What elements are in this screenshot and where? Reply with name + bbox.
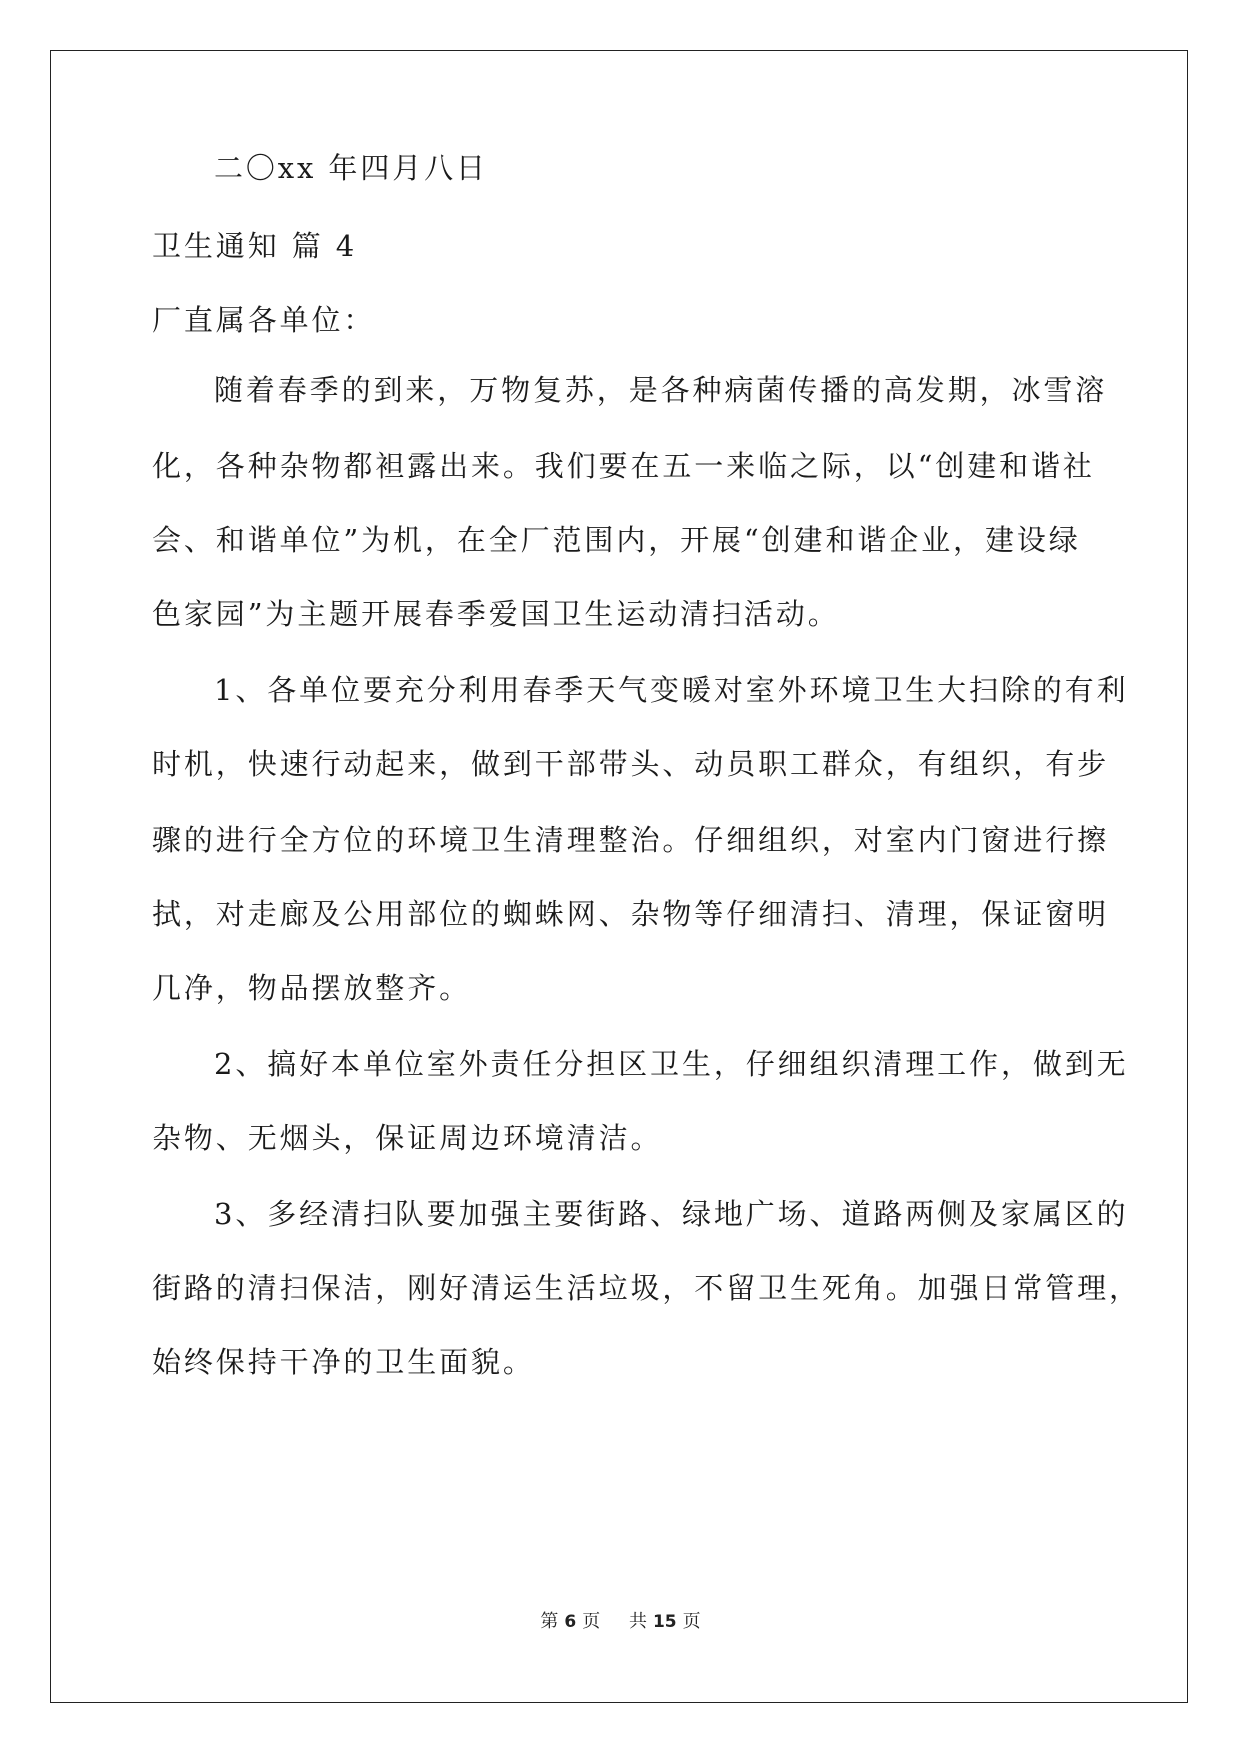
paragraph-line: 骤的进行全方位的环境卫生清理整治。仔细组织，对室内门窗进行擦 (152, 823, 1110, 857)
total-prefix: 共 (628, 1611, 647, 1632)
paragraph-line: 杂物、无烟头，保证周边环境清洁。 (152, 1121, 663, 1155)
paragraph-line: 3、多经清扫队要加强主要街路、绿地广场、道路两侧及家属区的 (214, 1197, 1129, 1231)
paragraph-line: 拭，对走廊及公用部位的蜘蛛网、杂物等仔细清扫、清理，保证窗明 (152, 897, 1110, 931)
page-number (537, 1611, 603, 1632)
paragraph-line: 会、和谐单位”为机，在全厂范围内，开展“创建和谐企业，建设绿 (152, 523, 1081, 557)
page-border (50, 50, 1188, 1703)
paragraph-line: 化，各种杂物都袒露出来。我们要在五一来临之际，以“创建和谐社 (152, 449, 1095, 483)
paragraph-line: 2、搞好本单位室外责任分担区卫生，仔细组织清理工作，做到无 (214, 1047, 1129, 1081)
paragraph-line: 几净，物品摆放整齐。 (152, 971, 472, 1005)
paragraph-line: 始终保持干净的卫生面貌。 (152, 1345, 535, 1379)
document-heading: 卫生通知 篇 4 (152, 229, 358, 263)
paragraph-line: 时机，快速行动起来，做到干部带头、动员职工群众，有组织，有步 (152, 747, 1110, 781)
salutation: 厂直属各单位： (152, 303, 376, 337)
paragraph-line: 随着春季的到来，万物复苏，是各种病菌传播的高发期，冰雪溶 (214, 373, 1108, 407)
page-suffix: 页 (582, 1611, 601, 1632)
page-prefix: 第 (540, 1611, 559, 1632)
page-footer (0, 1610, 1241, 1634)
page-current: 6 (564, 1612, 577, 1632)
page-total-value: 15 (652, 1612, 677, 1632)
document-date: 二〇xx 年四月八日 (214, 151, 488, 185)
paragraph-line: 街路的清扫保洁，刚好清运生活垃圾，不留卫生死角。加强日常管理， (152, 1271, 1141, 1305)
page-total (626, 1611, 704, 1632)
paragraph-line: 1、各单位要充分利用春季天气变暖对室外环境卫生大扫除的有利 (214, 673, 1129, 707)
paragraph-line: 色家园”为主题开展春季爱国卫生运动清扫活动。 (152, 597, 840, 631)
total-suffix: 页 (682, 1611, 701, 1632)
